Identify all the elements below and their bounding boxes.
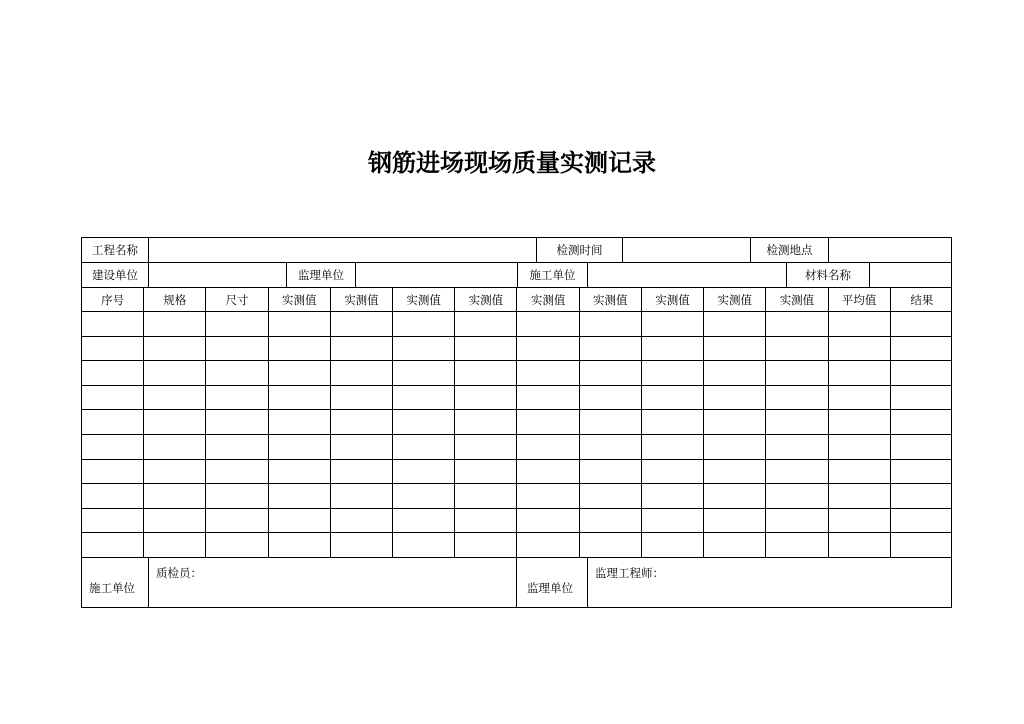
table-cell[interactable] — [580, 533, 642, 557]
table-cell[interactable] — [144, 460, 206, 484]
table-cell[interactable] — [704, 533, 766, 557]
table-cell[interactable] — [518, 312, 580, 336]
footer-engineer-cell[interactable] — [588, 558, 953, 607]
build-unit-value[interactable] — [149, 263, 287, 287]
material-name-value[interactable] — [870, 263, 953, 287]
table-cell[interactable] — [206, 312, 268, 336]
table-cell[interactable] — [82, 460, 144, 484]
table-cell[interactable] — [455, 337, 517, 361]
table-cell[interactable] — [518, 460, 580, 484]
table-cell[interactable] — [766, 337, 828, 361]
project-name-value[interactable] — [149, 238, 537, 262]
table-cell[interactable] — [642, 386, 704, 410]
table-cell[interactable] — [518, 484, 580, 508]
table-cell[interactable] — [829, 484, 891, 508]
table-cell[interactable] — [393, 484, 455, 508]
column-header: 尺寸 — [206, 288, 268, 311]
table-cell[interactable] — [829, 509, 891, 533]
table-cell[interactable] — [206, 337, 268, 361]
column-header: 实测值 — [331, 288, 393, 311]
table-cell[interactable] — [642, 509, 704, 533]
table-cell[interactable] — [269, 533, 331, 557]
column-header: 实测值 — [704, 288, 766, 311]
table-cell[interactable] — [144, 361, 206, 385]
table-cell[interactable] — [642, 361, 704, 385]
table-cell[interactable] — [642, 484, 704, 508]
table-cell[interactable] — [891, 460, 953, 484]
footer-construct-cell — [82, 558, 149, 607]
table-cell[interactable] — [393, 410, 455, 434]
table-cell[interactable] — [331, 533, 393, 557]
footer-row — [82, 558, 951, 607]
table-cell[interactable] — [580, 361, 642, 385]
table-cell[interactable] — [580, 386, 642, 410]
table-cell[interactable] — [269, 435, 331, 459]
table-cell[interactable] — [891, 509, 953, 533]
column-header: 实测值 — [393, 288, 455, 311]
table-cell[interactable] — [704, 312, 766, 336]
table-cell[interactable] — [518, 435, 580, 459]
table-cell[interactable] — [704, 410, 766, 434]
page-title: 钢筋进场现场质量实测记录 — [368, 148, 656, 177]
footer-supervise-unit: 监理单位 — [527, 581, 573, 595]
table-cell[interactable] — [393, 533, 455, 557]
inspect-place-value[interactable] — [829, 238, 953, 262]
table-cell[interactable] — [144, 410, 206, 434]
table-cell[interactable] — [269, 460, 331, 484]
column-header-row — [82, 288, 951, 312]
table-cell[interactable] — [455, 312, 517, 336]
table-cell[interactable] — [331, 435, 393, 459]
table-cell[interactable] — [829, 435, 891, 459]
table-cell[interactable] — [82, 484, 144, 508]
table-cell[interactable] — [82, 410, 144, 434]
footer-inspector-cell[interactable] — [149, 558, 517, 607]
table-cell[interactable] — [518, 386, 580, 410]
table-row — [82, 361, 951, 386]
table-cell[interactable] — [269, 361, 331, 385]
table-cell[interactable] — [518, 361, 580, 385]
table-cell[interactable] — [518, 410, 580, 434]
table-cell[interactable] — [269, 386, 331, 410]
inspect-place-label: 检测地点 — [751, 238, 829, 262]
table-cell[interactable] — [144, 533, 206, 557]
table-cell[interactable] — [331, 484, 393, 508]
table-cell[interactable] — [829, 460, 891, 484]
project-name-label: 工程名称 — [82, 238, 149, 262]
column-header: 规格 — [144, 288, 206, 311]
table-cell[interactable] — [331, 386, 393, 410]
table-cell[interactable] — [331, 337, 393, 361]
record-table — [81, 237, 952, 608]
footer-supervise-engineer: 监理工程师： — [595, 566, 664, 580]
table-row — [82, 435, 951, 460]
inspect-time-value[interactable] — [623, 238, 751, 262]
table-cell[interactable] — [891, 337, 953, 361]
table-cell[interactable] — [891, 410, 953, 434]
table-cell[interactable] — [393, 460, 455, 484]
table-cell[interactable] — [144, 337, 206, 361]
table-cell[interactable] — [393, 361, 455, 385]
table-cell[interactable] — [829, 312, 891, 336]
table-cell[interactable] — [829, 361, 891, 385]
table-cell[interactable] — [766, 484, 828, 508]
table-cell[interactable] — [766, 361, 828, 385]
column-header: 平均值 — [829, 288, 891, 311]
table-cell[interactable] — [206, 386, 268, 410]
table-cell[interactable] — [642, 435, 704, 459]
supervise-unit-value[interactable] — [356, 263, 518, 287]
table-cell[interactable] — [144, 435, 206, 459]
table-row — [82, 337, 951, 362]
table-cell[interactable] — [455, 484, 517, 508]
table-cell[interactable] — [269, 312, 331, 336]
table-cell[interactable] — [766, 460, 828, 484]
table-cell[interactable] — [144, 484, 206, 508]
table-cell[interactable] — [704, 435, 766, 459]
table-cell[interactable] — [82, 361, 144, 385]
table-cell[interactable] — [82, 337, 144, 361]
table-row — [82, 484, 951, 509]
table-cell[interactable] — [393, 386, 455, 410]
table-cell[interactable] — [206, 361, 268, 385]
table-cell[interactable] — [704, 361, 766, 385]
column-header: 结果 — [910, 292, 934, 307]
table-cell[interactable] — [269, 337, 331, 361]
table-cell[interactable] — [891, 312, 953, 336]
column-header: 实测值 — [455, 288, 517, 311]
table-row — [82, 386, 951, 411]
table-cell[interactable] — [82, 509, 144, 533]
table-cell[interactable] — [206, 435, 268, 459]
table-cell[interactable] — [829, 410, 891, 434]
supervise-unit-label: 监理单位 — [287, 263, 356, 287]
table-cell[interactable] — [455, 533, 517, 557]
table-cell[interactable] — [704, 386, 766, 410]
table-cell[interactable] — [331, 312, 393, 336]
table-cell[interactable] — [829, 386, 891, 410]
table-cell[interactable] — [269, 509, 331, 533]
table-cell[interactable] — [580, 435, 642, 459]
table-cell[interactable] — [82, 435, 144, 459]
table-cell[interactable] — [393, 312, 455, 336]
table-cell[interactable] — [206, 410, 268, 434]
construct-unit-value[interactable] — [588, 263, 787, 287]
table-row — [82, 460, 951, 485]
table-cell[interactable] — [393, 509, 455, 533]
table-cell[interactable] — [766, 386, 828, 410]
table-cell[interactable] — [144, 312, 206, 336]
table-row — [82, 533, 951, 558]
construct-unit-label: 施工单位 — [518, 263, 588, 287]
table-cell[interactable] — [580, 312, 642, 336]
table-cell[interactable] — [580, 337, 642, 361]
table-cell[interactable] — [206, 460, 268, 484]
column-header: 实测值 — [642, 288, 704, 311]
build-unit-label: 建设单位 — [82, 263, 149, 287]
table-cell[interactable] — [704, 509, 766, 533]
column-header: 实测值 — [580, 288, 642, 311]
table-cell[interactable] — [269, 484, 331, 508]
table-cell[interactable] — [766, 312, 828, 336]
header-row-1 — [82, 238, 951, 263]
column-header: 序号 — [82, 288, 144, 311]
table-cell[interactable] — [891, 533, 953, 557]
table-cell[interactable] — [455, 386, 517, 410]
table-cell[interactable] — [891, 435, 953, 459]
table-cell[interactable] — [891, 386, 953, 410]
header-row-2 — [82, 263, 951, 288]
table-cell[interactable] — [455, 435, 517, 459]
table-cell[interactable] — [331, 509, 393, 533]
table-cell[interactable] — [891, 484, 953, 508]
table-cell[interactable] — [580, 410, 642, 434]
table-cell[interactable] — [518, 337, 580, 361]
table-cell[interactable] — [704, 460, 766, 484]
table-cell[interactable] — [642, 460, 704, 484]
table-cell[interactable] — [144, 386, 206, 410]
table-cell[interactable] — [518, 533, 580, 557]
table-cell[interactable] — [331, 361, 393, 385]
table-cell[interactable] — [206, 533, 268, 557]
table-cell[interactable] — [455, 460, 517, 484]
table-cell[interactable] — [766, 509, 828, 533]
table-cell[interactable] — [642, 312, 704, 336]
table-cell[interactable] — [829, 533, 891, 557]
table-cell[interactable] — [82, 312, 144, 336]
table-cell[interactable] — [704, 337, 766, 361]
inspect-time-label: 检测时间 — [537, 238, 623, 262]
table-cell[interactable] — [580, 460, 642, 484]
table-cell[interactable] — [82, 533, 144, 557]
table-cell[interactable] — [829, 337, 891, 361]
table-cell[interactable] — [704, 484, 766, 508]
table-cell[interactable] — [642, 337, 704, 361]
table-cell[interactable] — [331, 460, 393, 484]
material-name-label: 材料名称 — [787, 263, 870, 287]
table-cell[interactable] — [580, 484, 642, 508]
table-cell[interactable] — [331, 410, 393, 434]
table-cell[interactable] — [393, 435, 455, 459]
table-cell[interactable] — [766, 533, 828, 557]
footer-construct-unit: 施工单位 — [89, 581, 135, 595]
table-row — [82, 312, 951, 337]
column-header: 实测值 — [518, 288, 580, 311]
table-cell[interactable] — [455, 361, 517, 385]
table-cell[interactable] — [144, 509, 206, 533]
table-cell[interactable] — [891, 361, 953, 385]
footer-quality-inspector: 质检员： — [156, 566, 202, 580]
table-cell[interactable] — [269, 410, 331, 434]
table-cell[interactable] — [766, 435, 828, 459]
table-cell[interactable] — [455, 410, 517, 434]
table-row — [82, 410, 951, 435]
table-cell[interactable] — [766, 410, 828, 434]
table-cell[interactable] — [82, 386, 144, 410]
table-cell[interactable] — [580, 509, 642, 533]
table-cell[interactable] — [206, 509, 268, 533]
footer-supervise-cell — [517, 558, 588, 607]
column-header: 实测值 — [269, 288, 331, 311]
table-cell[interactable] — [455, 509, 517, 533]
table-cell[interactable] — [642, 410, 704, 434]
table-cell[interactable] — [518, 509, 580, 533]
table-cell[interactable] — [642, 533, 704, 557]
column-header: 实测值 — [766, 288, 828, 311]
table-row — [82, 509, 951, 534]
table-cell[interactable] — [393, 337, 455, 361]
table-cell[interactable] — [206, 484, 268, 508]
